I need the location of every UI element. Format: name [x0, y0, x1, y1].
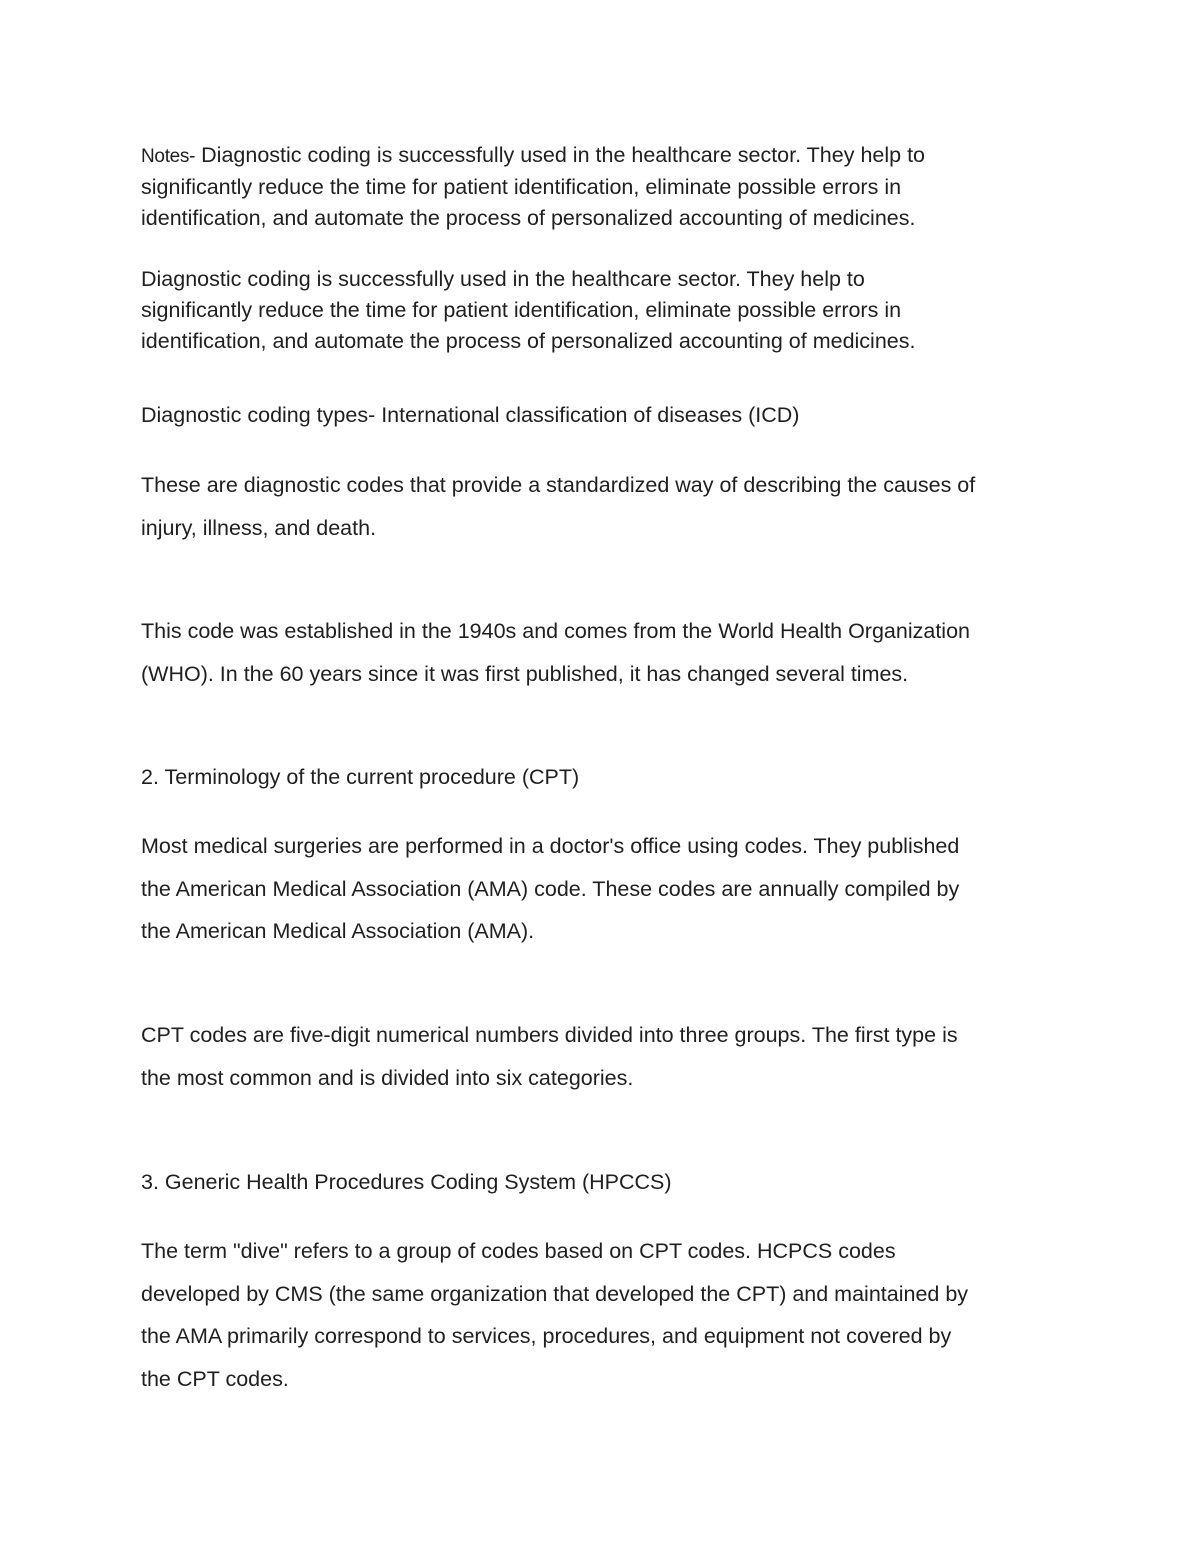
text-line: identification, and automate the process of personalized accounting of medicines. [141, 329, 916, 353]
notes-label: Notes- [141, 146, 196, 167]
text-line: Most medical surgeries are performed in a doctor's office using codes. They published [141, 834, 960, 858]
text-line: Diagnostic coding is successfully used in the healthcare sector. They help to [141, 267, 865, 291]
text-line: 2. Terminology of the current procedure (CPT) [141, 765, 580, 789]
cpt-heading [141, 756, 1071, 799]
icd-history-paragraph [141, 610, 1071, 695]
cpt-groups-paragraph [141, 1014, 1071, 1099]
text-line: developed by CMS (the same organization that developed the CPT) and maintained by [141, 1281, 969, 1306]
hpccs-heading [141, 1161, 1071, 1204]
notes-paragraph [141, 140, 1071, 234]
text-line: significantly reduce the time for patient identification, eliminate possible errors in [141, 298, 902, 322]
text-line: injury, illness, and death. [141, 515, 377, 540]
icd-description-paragraph [141, 464, 1071, 549]
text-line: the most common and is divided into six categories. [141, 1065, 634, 1090]
text-line: (WHO). In the 60 years since it was first published, it has changed several times. [141, 661, 909, 686]
text-line: The term "dive" refers to a group of codes based on CPT codes. HCPCS codes [141, 1239, 896, 1263]
text-line [141, 140, 1071, 172]
text-line: Diagnostic coding types- International classification of diseases (ICD) [141, 403, 800, 427]
text-line: These are diagnostic codes that provide a standardized way of describing the causes of [141, 473, 976, 497]
text-line: the CPT codes. [141, 1366, 289, 1391]
coding-types-heading [141, 400, 1071, 431]
text-line: CPT codes are five-digit numerical numbers divided into three groups. The first type is [141, 1023, 958, 1047]
intro-paragraph-repeat [141, 264, 1071, 357]
text-line: significantly reduce the time for patient identification, eliminate possible errors in [141, 175, 902, 199]
hcpcs-description-paragraph [141, 1230, 1071, 1400]
text-line: the AMA primarily correspond to services, procedures, and equipment not covered by [141, 1324, 952, 1348]
line-text: Diagnostic coding is successfully used in the healthcare sector. They help to [201, 143, 925, 167]
text-line: 3. Generic Health Procedures Coding System (HPCCS) [141, 1170, 672, 1194]
text-line: This code was established in the 1940s and comes from the World Health Organization [141, 619, 970, 643]
cpt-description-paragraph [141, 825, 1071, 953]
text-line: identification, and automate the process of personalized accounting of medicines. [141, 206, 916, 230]
text-line: the American Medical Association (AMA). [141, 919, 535, 943]
text-line: the American Medical Association (AMA) code. These codes are annually compiled by [141, 876, 960, 901]
